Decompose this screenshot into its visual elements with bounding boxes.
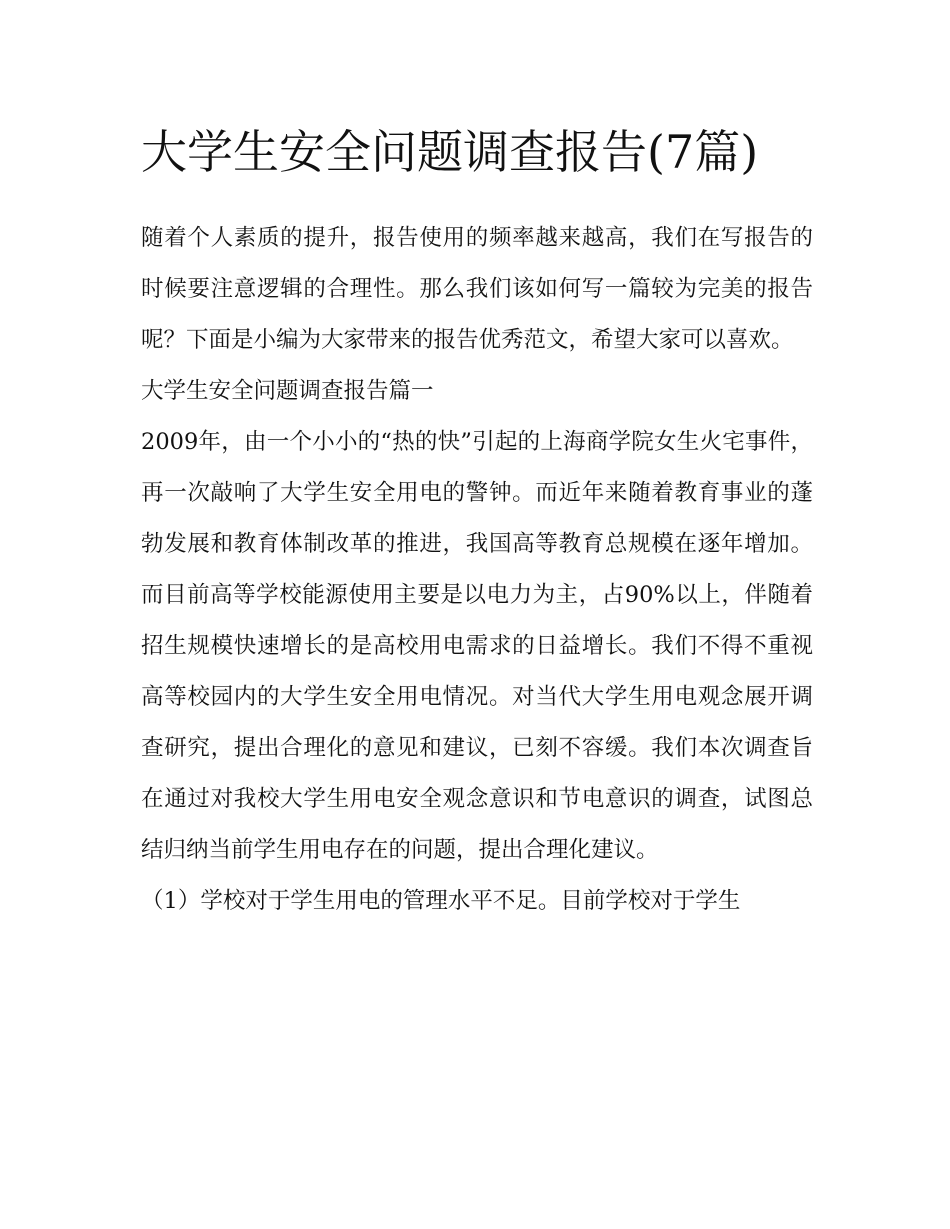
document-page [141,112,813,927]
section-heading: 大学生安全问题调查报告篇一 [141,378,434,404]
intro-paragraph: 随着个人素质的提升，报告使用的频率越来越高，我们在写报告的时候要注意逻辑的合理性。那么我们该如何写一篇较为完美的报告呢？下面是小编为大家带来的报告优秀范文，希望大家可以喜欢。 [141,225,813,353]
body-paragraph-1: 2009年，由一个小小的“热的快”引起的上海商学院女生火宅事件，再一次敲响了大学生安全用电的警钟。而近年来随着教育事业的蓬勃发展和教育体制改革的推进，我国高等教育总规模在逐年增加。而目前高等学校能源使用主要是以电力为主，占90%以上，伴随着招生规模快速增长的是高校用电需求的日益增长。我们不得不重视高等校园内的大学生安全用电情况。对当代大学生用电观念展开调查研究，提出合理化的意见和建议，已刻不容缓。我们本次调查旨在通过对我校大学生用电安全观念意识和节电意识的调查，试图总结归纳当前学生用电存在的问题，提出合理化建议。 [141,429,813,863]
body-paragraph-2: （1）学校对于学生用电的管理水平不足。目前学校对于学生 [141,888,741,914]
document-body [141,213,813,927]
document-title: 大学生安全问题调查报告(7篇) [141,125,759,179]
